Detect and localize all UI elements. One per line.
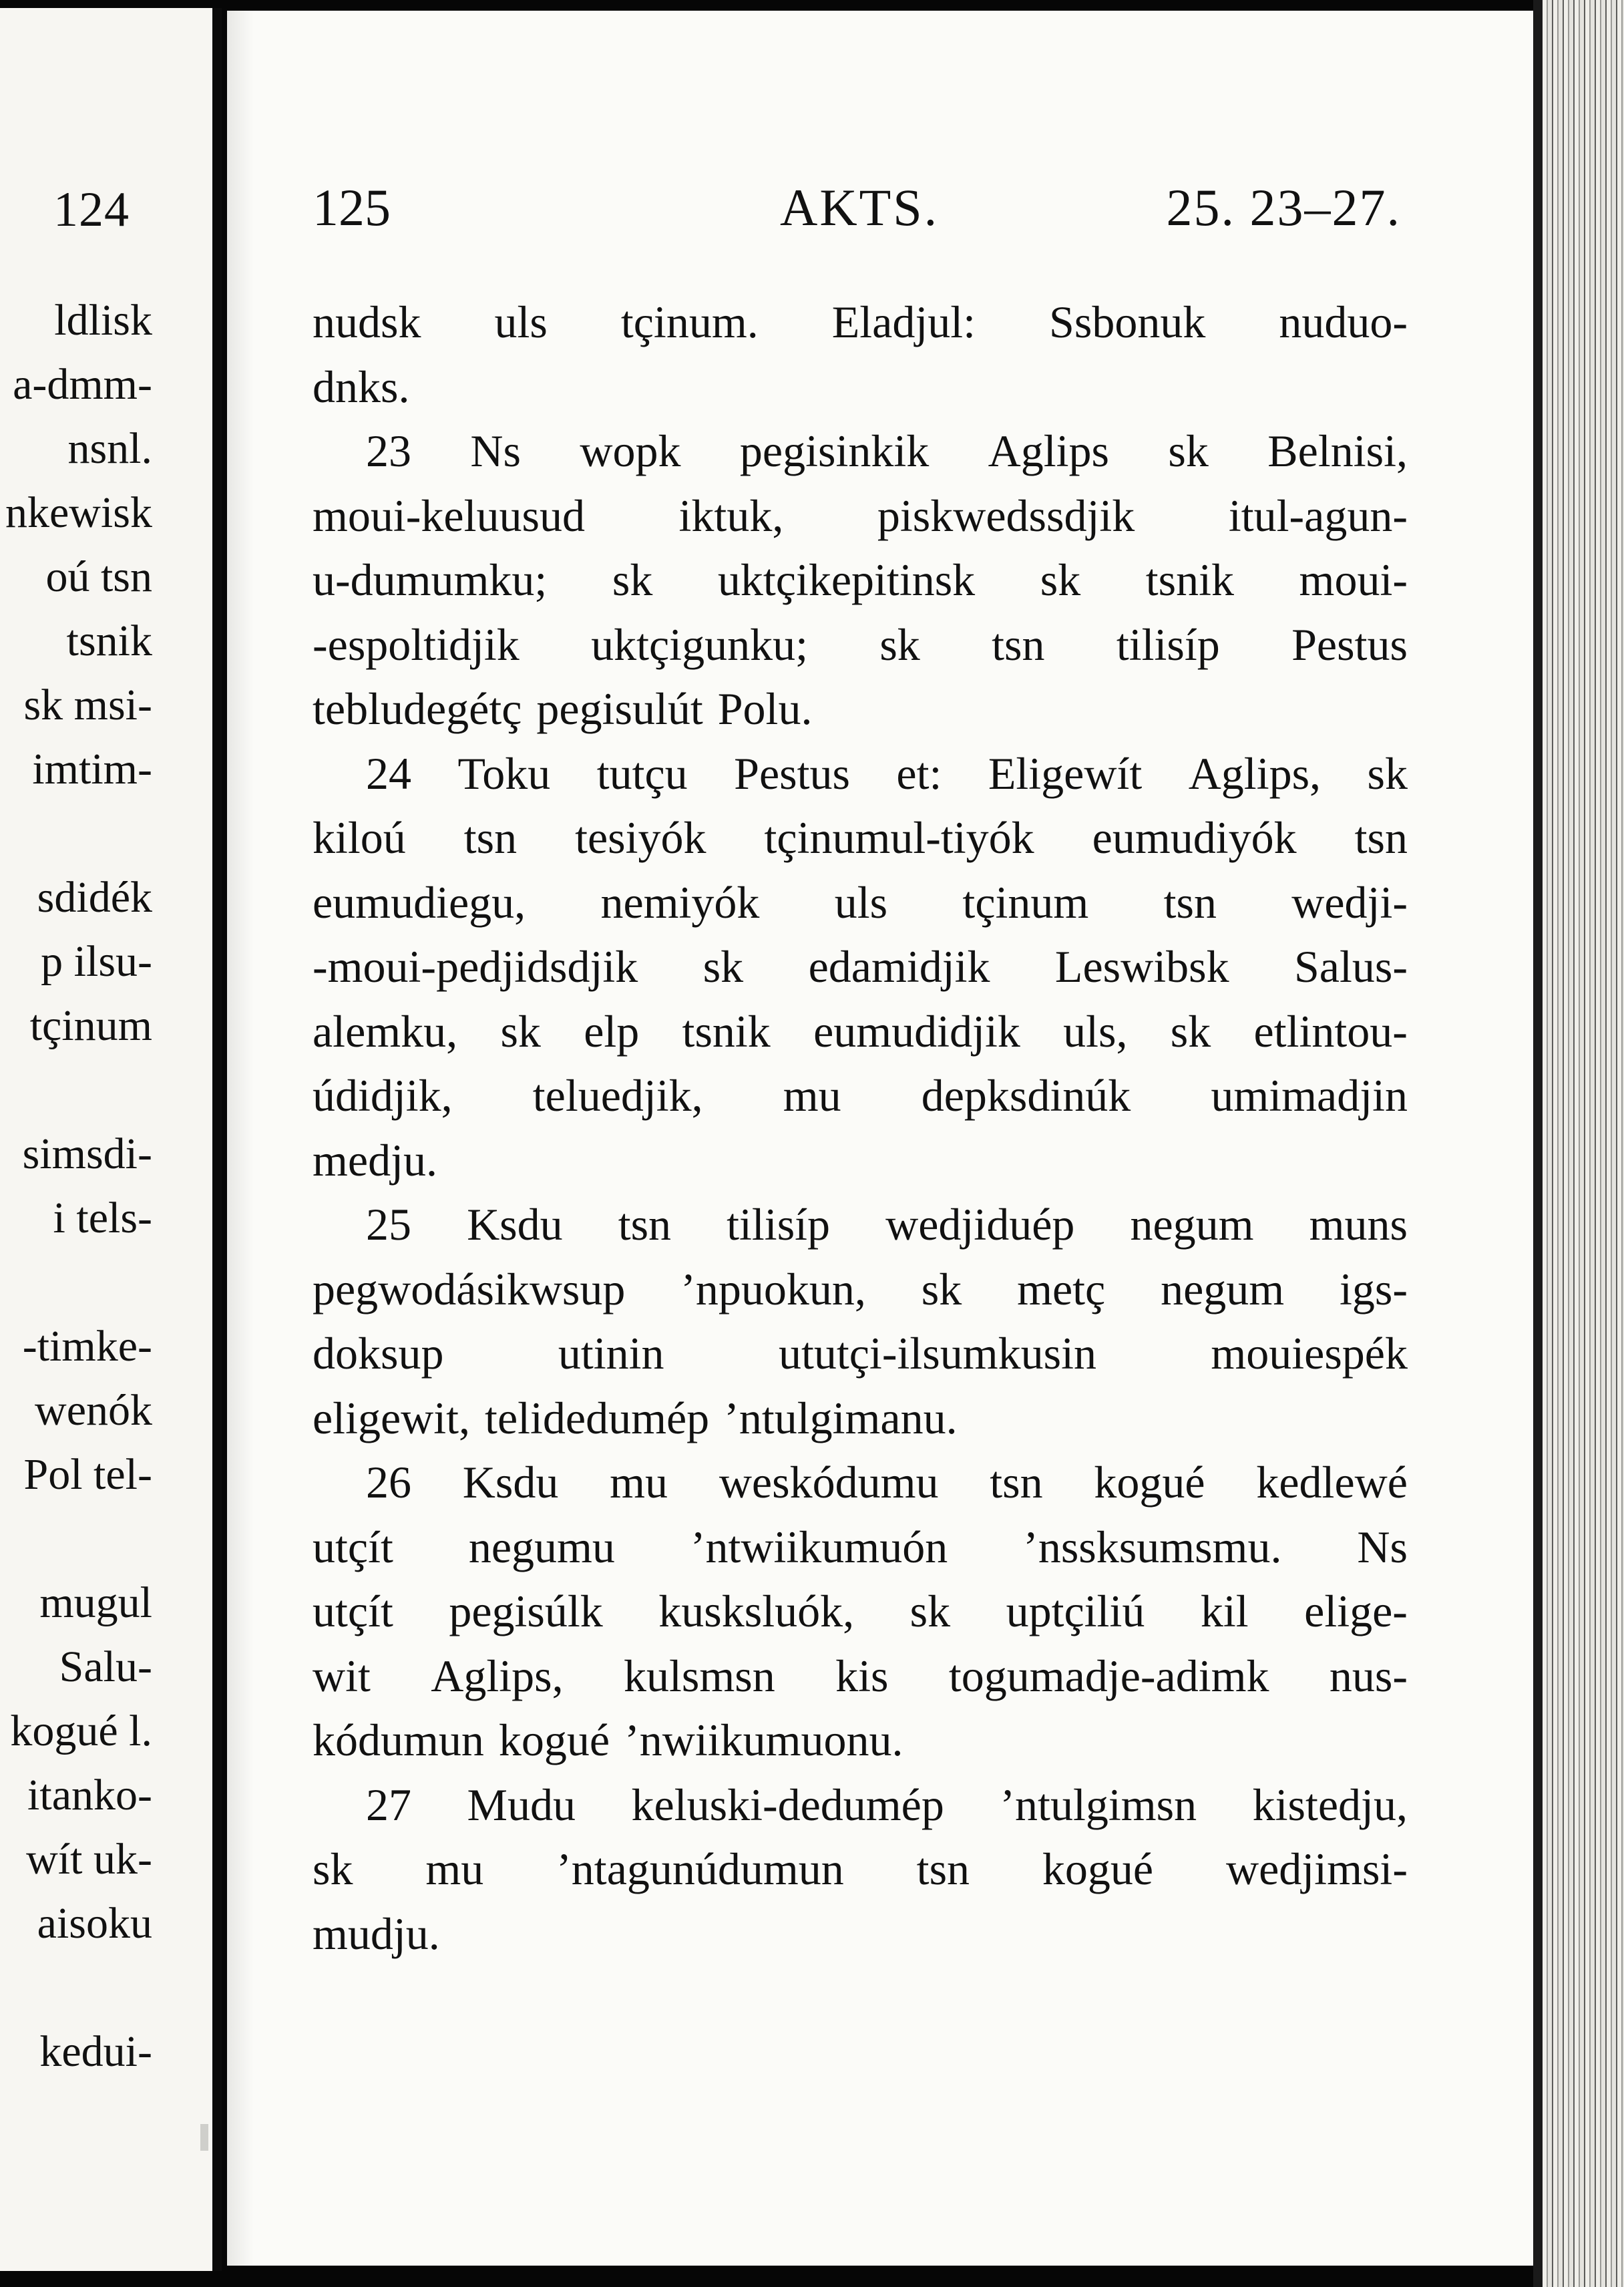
previous-page-line: wenók [35,1386,152,1435]
word: eumudidjik [813,1005,1020,1057]
body-text [313,290,1408,1966]
word: pegwodásikwsup [313,1263,626,1314]
word: ’ntagunúdumun [556,1843,844,1894]
word: Leswibsk [1054,941,1229,992]
running-title: AKTS. [780,178,940,236]
previous-page-line: -timke- [22,1322,152,1371]
previous-page-line: tsnik [66,617,152,665]
word: uktçikepitinsk [717,554,976,605]
word: tsn [916,1843,970,1894]
word: uls [834,876,888,928]
word: Pestus [1291,619,1408,670]
previous-page-text [0,289,152,2084]
word: tsn [992,619,1045,670]
text-line [313,484,1408,548]
previous-page-line: kedui- [39,2027,152,2076]
word: tsn [463,812,518,863]
word: sk [1367,747,1408,799]
word: sk [1170,1005,1211,1057]
word: wit [313,1650,371,1701]
word: togumadje-adimk [948,1650,1269,1701]
previous-page-line: p ilsu- [41,937,152,986]
word: 23 [366,425,411,476]
text-line [313,1708,1408,1773]
word: sk [909,1586,951,1636]
word: eumudiyók [1092,812,1297,863]
previous-page-line: kogué l. [10,1707,152,1755]
word: ’ntulgimanu. [724,1392,958,1443]
gutter-shadow [227,11,254,2266]
word: 27 [366,1779,411,1830]
word: doksup [313,1328,444,1379]
word: depksdinúk [921,1070,1131,1121]
word: sk [702,941,744,992]
word: -espoltidjik [313,619,520,670]
word: moui-keluusud [313,490,585,541]
word: Polu. [717,683,813,734]
previous-page-line: a-dmm- [13,360,152,409]
word: mu [425,1843,484,1894]
word: wedjimsi- [1226,1843,1408,1894]
word: Ksdu [467,1199,563,1250]
previous-page-line: i tels- [53,1194,152,1242]
word: tsnik [1145,554,1234,605]
previous-page-line: mugul [39,1578,152,1627]
word: nudsk [313,297,421,347]
word: kiloú [313,812,406,863]
word: ’nwiikumuonu. [624,1715,903,1765]
word: kogué [1094,1457,1205,1508]
word: elp [584,1005,640,1057]
text-line [313,1257,1408,1322]
word: kogué [498,1715,610,1765]
text-line [313,999,1408,1064]
previous-page-line: wít uk- [26,1835,152,1884]
word: umimadjin [1211,1070,1408,1121]
word: 26 [366,1457,411,1508]
word: tsn [1354,812,1408,863]
word: wedjiduép [885,1199,1075,1250]
word: kogué [1042,1843,1154,1894]
text-line [313,548,1408,612]
previous-page-line: simsdi- [22,1129,152,1178]
word: Eligewít [988,747,1143,799]
word: Pestus [734,747,850,799]
word: dnks. [313,361,410,412]
word: et: [896,747,942,799]
word: kulsmsn [624,1650,775,1701]
word: Ksdu [462,1457,559,1508]
word: moui- [1299,554,1408,605]
word: ’npuokun, [680,1263,866,1314]
word: eligewit, [313,1392,471,1443]
text-line [313,1902,1408,1966]
word: mu [610,1457,668,1508]
word: sk [921,1263,962,1314]
previous-page-line: sdidék [37,873,152,922]
text-line [313,806,1408,870]
previous-page-line: tçinum [29,1001,152,1050]
text-line [313,741,1408,806]
word: kis [835,1650,889,1701]
previous-page-number: 124 [53,182,130,237]
word: ’nssksumsmu. [1023,1521,1282,1572]
previous-page-line: oú tsn [45,552,152,601]
word: tçinum [962,876,1089,928]
word: uktçigunku; [591,619,808,670]
word: utçít [313,1521,393,1572]
word: piskwedssdjik [877,490,1135,541]
chapter-verse-reference: 25. 23–27. [1166,178,1401,236]
word: sk [500,1005,541,1057]
previous-page-line [0,1250,152,1314]
text-line [313,1515,1408,1580]
word: kil [1200,1586,1249,1636]
word: utinin [558,1328,664,1379]
word: uls [494,297,548,347]
text-line [313,677,1408,741]
text-line [313,355,1408,419]
word: tsn [1163,876,1217,928]
previous-page-line: ldlisk [54,296,152,345]
word: eumudiegu, [313,876,526,928]
word: ’ntulgimsn [1000,1779,1197,1830]
word: elige- [1304,1586,1408,1636]
word: údidjik, [313,1070,453,1121]
word: u-dumumku; [313,554,548,605]
word: tçinum. [620,297,759,347]
running-header [313,178,1401,244]
word: sk [1168,425,1209,476]
text-line [313,934,1408,999]
page-edge-shadow [1533,0,1543,2287]
previous-page-line: nkewisk [5,488,152,537]
word: Salus- [1293,941,1408,992]
word: muns [1309,1199,1408,1250]
text-line [313,1063,1408,1128]
word: sk [879,619,920,670]
text-line [313,612,1408,677]
word: tebludegétç [313,683,522,734]
previous-page-line [0,1956,152,2020]
word: itul-agun- [1228,490,1408,541]
word: ututçi-ilsumkusin [778,1328,1096,1379]
word: keluski-dedumép [631,1779,944,1830]
previous-page-line: Pol tel- [23,1450,152,1499]
word: nus- [1329,1650,1408,1701]
word: metç [1017,1263,1106,1314]
word: etlintou- [1253,1005,1408,1057]
word: ’ntwiikumuón [690,1521,948,1572]
previous-page-line: imtim- [32,745,152,794]
text-line [313,1773,1408,1837]
word: kistedju, [1252,1779,1408,1830]
word: negum [1130,1199,1254,1250]
word: tutçu [596,747,688,799]
word: telidedumép [485,1392,710,1443]
current-page [227,11,1543,2266]
word: tilisíp [1116,619,1220,670]
word: teluedjik, [532,1070,703,1121]
word: Ssbonuk [1049,297,1206,347]
paper-speck [200,2124,208,2151]
word: kedlewé [1256,1457,1408,1508]
word: uptçiliú [1006,1586,1145,1636]
word: tçinumul-tiyók [764,812,1034,863]
word: tsn [618,1199,672,1250]
word: Ns [470,425,521,476]
text-line [313,1386,1408,1451]
word: weskódumu [719,1457,939,1508]
word: iktuk, [678,490,784,541]
word: -moui-pedjidsdjik [313,941,638,992]
word: nemiyók [600,876,760,928]
word: mudju. [313,1908,440,1959]
word: nuduo- [1279,297,1408,347]
word: mouiespék [1211,1328,1408,1379]
word: edamidjik [808,941,990,992]
previous-page-line: sk msi- [23,681,152,729]
previous-page-line [0,1058,152,1122]
word: negumu [468,1521,615,1572]
word: mu [783,1070,841,1121]
text-line [313,1837,1408,1902]
word: kódumun [313,1715,484,1765]
word: Aglips, [431,1650,564,1701]
word: igs- [1339,1263,1408,1314]
previous-page-line [0,1507,152,1571]
word: pegisinkik [739,425,930,476]
word: kusksluók, [658,1586,855,1636]
word: negum [1161,1263,1285,1314]
word: Aglips, [1188,747,1322,799]
word: sk [612,554,653,605]
word: wedji- [1291,876,1408,928]
text-line [313,290,1408,355]
text-line [313,419,1408,484]
word: Eladjul: [831,297,976,347]
word: Ns [1357,1521,1408,1572]
word: 25 [366,1199,411,1250]
text-line [313,1128,1408,1193]
text-line [313,1450,1408,1515]
word: Aglips [988,425,1109,476]
text-line [313,1579,1408,1644]
word: Belnisi, [1267,425,1408,476]
word: utçít [313,1586,393,1636]
word: 24 [366,747,411,799]
word: tsnik [682,1005,771,1057]
word: Mudu [467,1779,576,1830]
word: tesiyók [575,812,706,863]
previous-page [0,8,222,2271]
word: medju. [313,1134,437,1186]
book-page-edges [1543,0,1624,2287]
word: sk [313,1843,353,1894]
text-line [313,1644,1408,1709]
word: sk [1040,554,1081,605]
word: tilisíp [727,1199,831,1250]
previous-page-line [0,802,152,866]
word: Toku [457,747,551,799]
previous-page-line: itanko- [27,1771,152,1819]
text-line [313,1321,1408,1386]
word: tsn [990,1457,1043,1508]
word: pegisúlk [449,1586,603,1636]
text-line [313,1192,1408,1257]
previous-page-line: aisoku [37,1899,152,1948]
word: alemku, [313,1005,458,1057]
page-number: 125 [313,178,391,236]
word: uls, [1063,1005,1128,1057]
previous-page-line: nsnl. [67,424,152,473]
previous-page-line: Salu- [59,1642,152,1691]
word: wopk [580,425,681,476]
text-line [313,870,1408,935]
word: pegisulút [536,683,703,734]
